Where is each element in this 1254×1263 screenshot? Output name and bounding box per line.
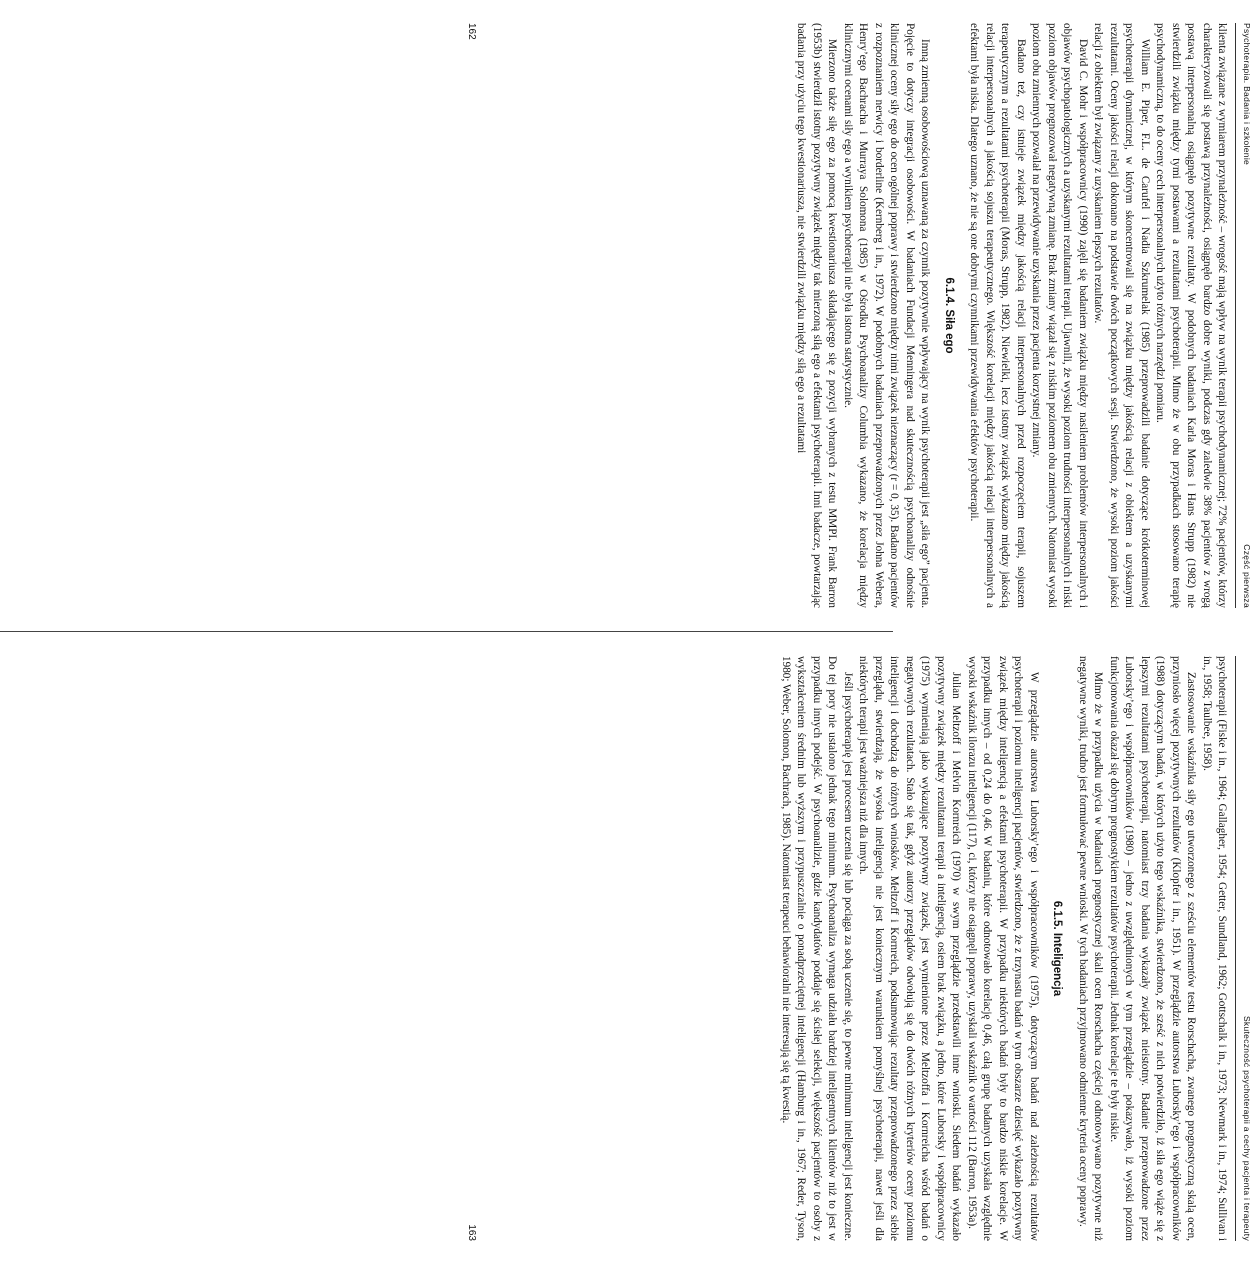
paragraph: psychoterapii (Fiske i in., 1964; Gallagher, 1954; Getter, Sundland, 1962; Gottschalk i in., 1973; Newmark i in., 1974; Sullivan i in., 1958; Taulbee, 1958). xyxy=(1200,655,1228,1241)
paragraph: Mierzono także siłę ego za pomocą kwestionariusza składającego się z pozycji wybranych z testu MMPI. Frank Barron (1953b) stwierdził istotny pozytywny związek między tak mierzoną siłą ego a efektami psychoterapii. Inni badacze, powtarzając badania przy użyciu tego kwestionariusza, nie stwierdzili związku między siłą ego a rezultatami xyxy=(795,22,838,608)
running-header xyxy=(1235,23,1254,608)
header-book-title: Psychoterapia. Badania i szkolenie xyxy=(1241,22,1252,165)
paragraph: Mimo że w przypadku użycia w badaniach prognostycznej skali ocen Rorschacha częściej odnotowywano pozytywne niż negatywne wyniki, trudno jest formułować pewne wnioski. W tych badaniach przyjmowano odmienne kryteria oceny poprawy. xyxy=(1076,655,1104,1241)
header-part: Część pierwsza xyxy=(1241,543,1252,608)
page-162 xyxy=(464,23,1254,608)
paragraph: Imną zmienną osobowościową uznawaną za czynnik pozytywnie wpływający na wynik psychoterapii jest „siła ego” pacjenta. Pojęcie to dotyczy integracji osobowości. W badaniach Fundacji Menningera nad skutecznością psychoanalizy odnośnie klinicznej oceny siły ego do ocen ogólnej poprawy i stwierdzono między nimi związek nieznaczący (r = 0, 35). Badano pacjentów z rozpoznaniem nerwicy i borderline (Kernberg i in., 1972). W podobnych badaniach przeprowadzonych przez Johna Webera, Henry’ego Bachracha i Murraya Solomona (1985) w Ośrodku Psychoanalizy Columbia wykazano, że korelacja między klinicznymi ocenami siły ego a wynikiem psychoterapii nie była istotna statystycznie. xyxy=(841,22,931,608)
page-number: 162 xyxy=(466,22,477,40)
page-divider xyxy=(0,631,893,632)
paragraph: W przeglądzie autorstwa Luborsky’ego i współpracowników (1975), dotyczącym badań nad zależnością rezultatów psychoterapii i poziomu inteligencji pacjentów, stwierdzono, że z trzynastu badań w tym obszarze dziesięć wykazało pozytywny związek między inteligencją a efektami psychoterapii. W przypadku niektórych badań były to bardzo niskie korelacje. W przypadku innych – od 0,24 do 0,46. W badaniu, które odnotowało korelację 0,46, całą grupę badanych uzyskała względnie wysoki wskaźnik ilorazu inteligencji (117), ci, którzy nie osiągnęli poprawy, uzyskali wskaźnik o wartości 112 (Barron, 1953a). xyxy=(965,655,1040,1241)
page-163-body xyxy=(777,656,1229,1241)
paragraph: klienta związane z wymiarem przynależność – wrogość mają wpływ na wynik terapii psychodynamicznej; 72% pacjentów, którzy charakteryzowali się postawą przynależności, osiągnęło bardzo dobre wyniki, podczas gdy zaledwie 38% pacjentów z wrogą postawą interpersonalną osiągnęło pozytywne rezultaty. W podobnych badaniach Karla Moras i Hans Strupp (1982) nie stwierdzili związku między tymi postawami a rezultatami psychoterapii. Mimo że w obu przypadkach stosowano terapię psychodynamiczną, to do oceny cech interpersonalnych użyto różnych narzędzi pomiaru. xyxy=(1154,22,1228,608)
section-heading: 6.1.5. Inteligencja xyxy=(1051,900,1063,996)
page-number: 163 xyxy=(466,1223,477,1241)
paragraph: William E. Piper, F.L. de Carufel i Nadia Szkrumelak (1985) przeprowadzili badanie dotyczące krótkoterminowej psychoterapii dynamicznej, w którym skoncentrowali się na związku między jakością relacji z obiektem a uzyskanymi rezultatami. Oceny jakości relacji dokonano na podstawie dwóch początkowych sesji. Stwierdzono, że wysoki poziom jakości relacji z obiektem był związany z uzyskaniem lepszych rezultatów. xyxy=(1092,22,1151,608)
paragraph: Julian Meltzoff i Melvin Kornreich (1970) w swym przeglądzie przedstawili inne wnioski. Siedem badań wykazało pozytywny związek między rezultatami terapii a inteligencją, osiem brak związku, a jedno, które Luborsky i współpracownicy (1975) wymieniają jako wykazujące pozytywny związek, jest wymienione przez Meltzoffa i Kornreicha wśród badań o negatywnych rezultatach. Stało się tak, gdyż autorzy przeglądów odwołują się do dwóch różnych kryteriów oceny poziomu inteligencji i dochodzą do różnych wniosków. Meltzoff i Kornreich, podsumowując rezultaty przeprowadzonego przez siebie przeglądu, stwierdzają, że wysoka inteligencja nie jest koniecznym warunkiem pomyślnej psychoterapii, nawet jeśli dla niektórych terapii jest ważniejsza niż dla innych. xyxy=(857,655,962,1241)
section-heading: 6.1.4. Siła ego xyxy=(942,276,955,354)
page-162-body xyxy=(793,23,1230,608)
paragraph: Badano też, czy istnieje związek między jakością relacji interpersonalnych przed rozpoczęciem terapii, sojuszem terapeutycznym a rezultatami psychoterapii (Moras, Strupp, 1982). Niewielki, lecz istotny związek wykazano między jakością relacji interpersonalnych a jakością sojuszu terapeutycznego. Większość korelacji między jakością relacji interpersonalnych a efektami była niska. Dlatego uznano, że nie są one dobrymi czynnikami przewidywania efektów psychoterapii. xyxy=(968,22,1027,608)
page-163 xyxy=(464,656,1254,1241)
paragraph: Jeśli psychoterapię jest procesem uczenia się lub pociąga za sobą uczenie się, to pewne minimum inteligencji jest konieczne. Do tej pory nie ustalono jednak tego minimum. Psychoanaliza wymaga udziału bardziej inteligentnych klientów niż to jest w przypadku innych podejść. W psychoanalizie, gdzie kandydatów poddaje się ścisłej selekcji, większość pacjentów to osoby z wykształceniem średnim lub wyższym i przypuszczalnie o ponadprzeciętnej inteligencji (Hamburg i in., 1967; Reder, Tyson, 1980; Weber, Solomon, Bachrach, 1985). Natomiast terapeuci behawioralni nie interesują się tą kwestią. xyxy=(779,655,854,1241)
paragraph: Zastosowanie wskaźnika siły ego utworzonego z sześciu elementów testu Rorschacha, zwanego prognostyczną skalą ocen, przyniosło więcej pozytywnych rezultatów (Klopfer i in., 1951). W przeglądzie autorstwa Luborsky’ego i współpracowników (1988) dotyczącym badań, w których użyto tego wskaźnika, stwierdzono, że sześć z nich potwierdziło, iż siła ego wiąże się z lepszymi rezultatami psychoterapii, natomiast trzy badania wykazały związek nieistotny. Badanie przeprowadzone przez Luborsky’ego i współpracowników (1980) – jedno z uwzględnionych w tym przeglądzie – pokazywało, iż wysoki poziom funkcjonowania okazał się dobrym prognostykiem rezultatów psychoterapii. Jednak korelacje te były niskie. xyxy=(1107,655,1197,1241)
paragraph: David C. Mohr i współpracownicy (1990) zajęli się badaniem związku między nasileniem problemów interpersonalnych i objawów psychopatologicznych a uzyskanymi rezultatami terapii. Ujawnili, że wysoki poziom trudności interpersonalnych i niski poziom objawów prognozował negatywną zmianę. Brak zmiany wiązał się z niskim poziomem obu zmiennych. Natomiast wysoki poziom obu zmiennych pozwalał na przewidywanie uzyskania przez pacjenta korzystnej zmiany. xyxy=(1030,22,1089,608)
header-chapter: Skuteczność psychoterapii a cechy pacjenta i terapeuty xyxy=(1241,1015,1252,1241)
running-header xyxy=(1235,656,1254,1241)
